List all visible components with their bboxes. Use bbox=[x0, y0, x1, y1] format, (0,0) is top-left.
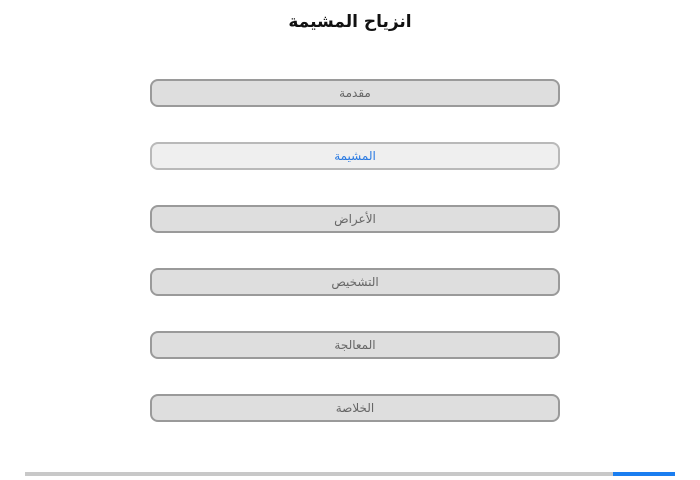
section-nav bbox=[150, 79, 560, 457]
nav-button-introduction[interactable]: مقدمة bbox=[150, 79, 560, 107]
progress-bar bbox=[25, 472, 675, 476]
nav-button-summary[interactable]: الخلاصة bbox=[150, 394, 560, 422]
nav-button-treatment[interactable]: المعالجة bbox=[150, 331, 560, 359]
nav-button-diagnosis[interactable]: التشخيص bbox=[150, 268, 560, 296]
nav-button-placenta[interactable]: المشيمة bbox=[150, 142, 560, 170]
page-title: انزياح المشيمة bbox=[288, 12, 412, 32]
progress-bar-fill bbox=[613, 472, 675, 476]
nav-button-symptoms[interactable]: الأعراض bbox=[150, 205, 560, 233]
